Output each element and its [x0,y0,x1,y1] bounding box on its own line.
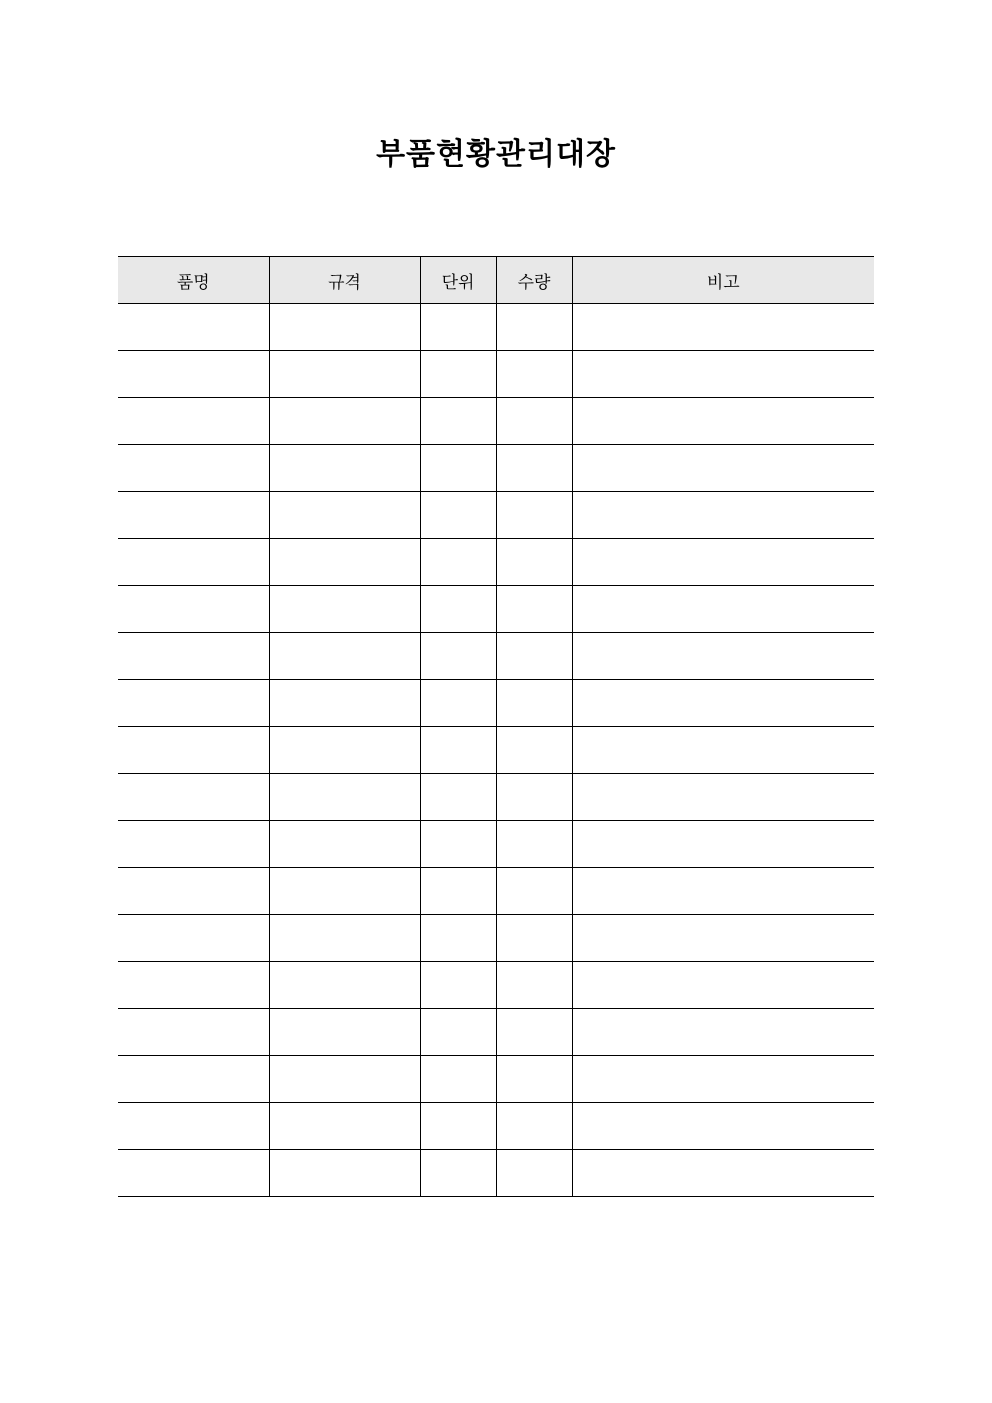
cell-unit[interactable] [420,821,496,868]
header-item-name: 품명 [118,257,269,304]
cell-remarks[interactable] [572,1103,874,1150]
cell-unit[interactable] [420,492,496,539]
cell-remarks[interactable] [572,962,874,1009]
cell-specification[interactable] [269,492,420,539]
table-row [118,586,874,633]
cell-specification[interactable] [269,821,420,868]
cell-specification[interactable] [269,1103,420,1150]
cell-unit[interactable] [420,915,496,962]
cell-item-name[interactable] [118,915,269,962]
cell-unit[interactable] [420,1056,496,1103]
header-unit: 단위 [420,257,496,304]
cell-item-name[interactable] [118,492,269,539]
cell-item-name[interactable] [118,1056,269,1103]
cell-item-name[interactable] [118,680,269,727]
table-row [118,492,874,539]
cell-quantity[interactable] [496,727,572,774]
cell-specification[interactable] [269,351,420,398]
cell-specification[interactable] [269,1056,420,1103]
cell-remarks[interactable] [572,727,874,774]
cell-specification[interactable] [269,962,420,1009]
cell-specification[interactable] [269,539,420,586]
cell-quantity[interactable] [496,868,572,915]
cell-remarks[interactable] [572,539,874,586]
cell-unit[interactable] [420,774,496,821]
table-header [118,257,874,304]
table-row [118,304,874,351]
cell-quantity[interactable] [496,1103,572,1150]
table-row [118,398,874,445]
table-row [118,1150,874,1197]
header-specification: 규격 [269,257,420,304]
cell-unit[interactable] [420,398,496,445]
cell-remarks[interactable] [572,445,874,492]
cell-item-name[interactable] [118,821,269,868]
cell-remarks[interactable] [572,492,874,539]
table-row [118,680,874,727]
cell-specification[interactable] [269,1150,420,1197]
cell-unit[interactable] [420,304,496,351]
cell-specification[interactable] [269,727,420,774]
cell-remarks[interactable] [572,351,874,398]
cell-unit[interactable] [420,962,496,1009]
cell-quantity[interactable] [496,539,572,586]
cell-quantity[interactable] [496,821,572,868]
cell-item-name[interactable] [118,774,269,821]
cell-quantity[interactable] [496,774,572,821]
table-row [118,727,874,774]
cell-quantity[interactable] [496,1009,572,1056]
cell-item-name[interactable] [118,586,269,633]
cell-specification[interactable] [269,633,420,680]
table-row [118,821,874,868]
cell-quantity[interactable] [496,633,572,680]
cell-unit[interactable] [420,539,496,586]
header-row [118,257,874,304]
table-row [118,915,874,962]
cell-remarks[interactable] [572,680,874,727]
cell-quantity[interactable] [496,962,572,1009]
header-remarks: 비고 [572,257,874,304]
table-row [118,868,874,915]
cell-item-name[interactable] [118,633,269,680]
cell-quantity[interactable] [496,351,572,398]
header-quantity: 수량 [496,257,572,304]
cell-remarks[interactable] [572,633,874,680]
cell-unit[interactable] [420,1103,496,1150]
cell-item-name[interactable] [118,962,269,1009]
table-row [118,962,874,1009]
table-row [118,351,874,398]
table-row [118,1056,874,1103]
cell-quantity[interactable] [496,586,572,633]
cell-quantity[interactable] [496,680,572,727]
cell-specification[interactable] [269,680,420,727]
cell-quantity[interactable] [496,304,572,351]
cell-remarks[interactable] [572,586,874,633]
cell-specification[interactable] [269,445,420,492]
cell-quantity[interactable] [496,1150,572,1197]
cell-unit[interactable] [420,445,496,492]
cell-remarks[interactable] [572,774,874,821]
table-row [118,774,874,821]
cell-unit[interactable] [420,351,496,398]
cell-item-name[interactable] [118,398,269,445]
cell-quantity[interactable] [496,398,572,445]
cell-item-name[interactable] [118,351,269,398]
cell-remarks[interactable] [572,398,874,445]
cell-item-name[interactable] [118,1009,269,1056]
table-row [118,539,874,586]
cell-quantity[interactable] [496,492,572,539]
cell-remarks[interactable] [572,915,874,962]
cell-specification[interactable] [269,868,420,915]
table-row [118,445,874,492]
cell-unit[interactable] [420,633,496,680]
table-body [118,304,874,1197]
cell-quantity[interactable] [496,915,572,962]
cell-unit[interactable] [420,868,496,915]
cell-specification[interactable] [269,774,420,821]
cell-quantity[interactable] [496,1056,572,1103]
cell-remarks[interactable] [572,868,874,915]
cell-specification[interactable] [269,398,420,445]
cell-item-name[interactable] [118,727,269,774]
cell-remarks[interactable] [572,1009,874,1056]
parts-ledger-table [118,256,874,1197]
cell-item-name[interactable] [118,868,269,915]
cell-specification[interactable] [269,915,420,962]
cell-unit[interactable] [420,1009,496,1056]
cell-item-name[interactable] [118,539,269,586]
table-row [118,1009,874,1056]
cell-remarks[interactable] [572,1150,874,1197]
cell-remarks[interactable] [572,1056,874,1103]
page-title: 부품현황관리대장 [376,137,616,172]
cell-unit[interactable] [420,586,496,633]
cell-remarks[interactable] [572,821,874,868]
cell-specification[interactable] [269,304,420,351]
cell-item-name[interactable] [118,445,269,492]
cell-item-name[interactable] [118,1150,269,1197]
table-row [118,1103,874,1150]
cell-remarks[interactable] [572,304,874,351]
cell-item-name[interactable] [118,1103,269,1150]
cell-specification[interactable] [269,586,420,633]
cell-unit[interactable] [420,1150,496,1197]
cell-item-name[interactable] [118,304,269,351]
table-row [118,633,874,680]
cell-specification[interactable] [269,1009,420,1056]
cell-unit[interactable] [420,680,496,727]
cell-unit[interactable] [420,727,496,774]
cell-quantity[interactable] [496,445,572,492]
